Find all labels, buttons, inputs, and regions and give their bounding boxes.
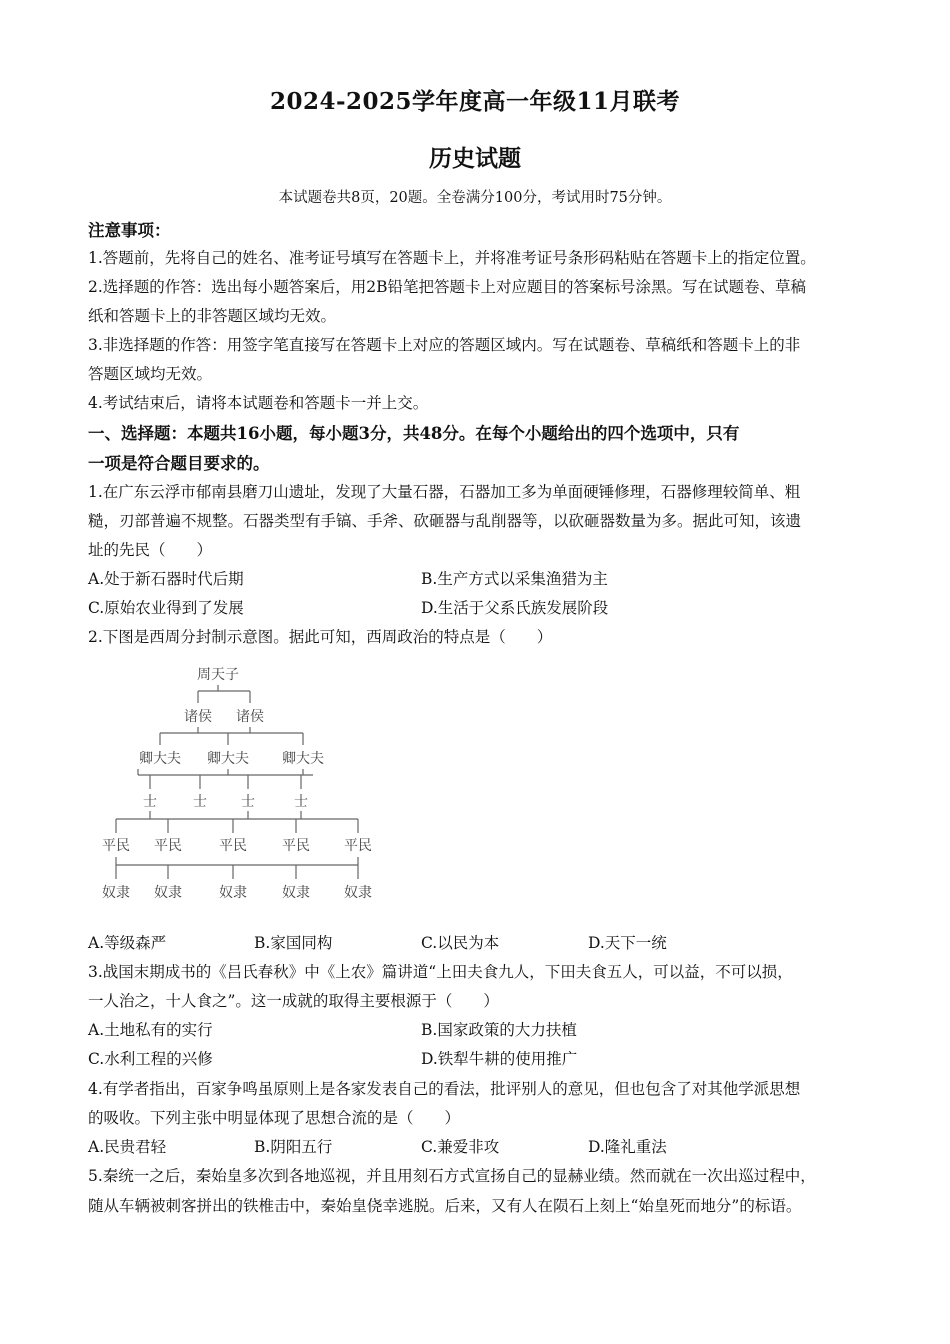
question-2-stem: 2.下图是西周分封制示意图。据此可知，西周政治的特点是（ ） — [88, 628, 553, 646]
diagram-slave: 奴隶 — [282, 885, 310, 901]
diagram-minister: 卿大夫 — [282, 751, 324, 767]
question-1-stem: 糙，刃部普遍不规整。石器类型有手镐、手斧、砍砸器与乱削器等，以砍砸器数量为多。据此可知，该遗 — [88, 512, 802, 530]
question-4-option-c: C.兼爱非攻 — [421, 1138, 500, 1156]
question-1-option-c: C.原始农业得到了发展 — [88, 599, 244, 617]
notice-line: 答题区域均无效。 — [88, 365, 213, 383]
diagram-minister: 卿大夫 — [207, 751, 249, 767]
fengjian-hierarchy-diagram — [88, 655, 388, 905]
diagram-shi: 士 — [294, 794, 308, 810]
diagram-lord: 诸侯 — [184, 709, 212, 725]
question-1-option-d: D.生活于父系氏族发展阶段 — [421, 599, 609, 617]
question-5-stem: 随从车辆被刺客拼出的铁椎击中，秦始皇侥幸逃脱。后来，又有人在陨石上刻上“始皇死而地分”的标语。 — [88, 1197, 802, 1215]
question-2-option-c: C.以民为本 — [421, 934, 500, 952]
question-1-option-b: B.生产方式以采集渔猎为主 — [421, 570, 608, 588]
question-3-option-c: C.水利工程的兴修 — [88, 1050, 213, 1068]
question-1-option-a: A.处于新石器时代后期 — [88, 570, 244, 588]
question-2-option-b: B.家国同构 — [254, 934, 333, 952]
diagram-lord: 诸侯 — [236, 709, 264, 725]
question-1-stem: 1.在广东云浮市郁南县磨刀山遗址，发现了大量石器，石器加工多为单面硬锤修理，石器修理较简单、粗 — [88, 483, 801, 501]
notice-line: 1.答题前，先将自己的姓名、准考证号填写在答题卡上，并将准考证号条形码粘贴在答题卡上的指定位置。 — [88, 249, 816, 267]
diagram-slave: 奴隶 — [154, 885, 182, 901]
notice-line: 3.非选择题的作答：用签字笔直接写在答题卡上对应的答题区域内。写在试题卷、草稿纸和答题卡上的非 — [88, 336, 801, 354]
question-4-option-a: A.民贵君轻 — [88, 1138, 167, 1156]
notice-line: 4.考试结束后，请将本试题卷和答题卡一并上交。 — [88, 394, 429, 412]
notice-line: 2.选择题的作答：选出每小题答案后，用2B铅笔把答题卡上对应题目的答案标号涂黑。写在试题卷、草稿 — [88, 278, 807, 296]
diagram-shi: 士 — [193, 794, 207, 810]
question-3-option-a: A.土地私有的实行 — [88, 1021, 213, 1039]
question-3-stem: 3.战国末期成书的《吕氏春秋》中《上农》篇讲道“上田夫食九人，下田夫食五人，可以益，不可以损， — [88, 963, 793, 981]
diagram-commoner: 平民 — [344, 838, 372, 854]
exam-title: 2024-2025学年度高一年级11月联考 — [269, 88, 681, 115]
diagram-slave: 奴隶 — [219, 885, 247, 901]
diagram-slave: 奴隶 — [102, 885, 130, 901]
diagram-king: 周天子 — [197, 667, 239, 683]
question-5-stem: 5.秦统一之后，秦始皇多次到各地巡视，并且用刻石方式宣扬自己的显赫业绩。然而就在一次出巡过程中， — [88, 1167, 816, 1185]
diagram-commoner: 平民 — [282, 838, 310, 854]
section-heading: 一、选择题：本题共16小题，每小题3分，共48分。在每个小题给出的四个选项中，只有 — [88, 424, 740, 443]
question-2-option-d: D.天下一统 — [588, 934, 667, 952]
question-4-option-b: B.阴阳五行 — [254, 1138, 333, 1156]
question-3-option-b: B.国家政策的大力扶植 — [421, 1021, 577, 1039]
exam-info: 本试题卷共8页，20题。全卷满分100分，考试用时75分钟。 — [278, 190, 672, 206]
question-3-option-d: D.铁犁牛耕的使用推广 — [421, 1050, 578, 1068]
question-4-stem: 4.有学者指出，百家争鸣虽原则上是各家发表自己的看法，批评别人的意见，但也包含了对其他学派思想 — [88, 1080, 801, 1098]
subject-title: 历史试题 — [429, 145, 521, 172]
question-4-option-d: D.隆礼重法 — [588, 1138, 667, 1156]
diagram-shi: 士 — [143, 794, 157, 810]
question-2-option-a: A.等级森严 — [88, 934, 167, 952]
diagram-commoner: 平民 — [102, 838, 130, 854]
diagram-shi: 士 — [241, 794, 255, 810]
diagram-minister: 卿大夫 — [139, 751, 181, 767]
diagram-slave: 奴隶 — [344, 885, 372, 901]
question-3-stem: 一人治之，十人食之”。这一成就的取得主要根源于（ ） — [88, 992, 499, 1010]
question-1-stem: 址的先民（ ） — [88, 541, 213, 559]
diagram-commoner: 平民 — [219, 838, 247, 854]
diagram-commoner: 平民 — [154, 838, 182, 854]
notice-heading: 注意事项： — [88, 221, 171, 240]
notice-line: 纸和答题卡上的非答题区域均无效。 — [88, 307, 337, 325]
question-4-stem: 的吸收。下列主张中明显体现了思想合流的是（ ） — [88, 1109, 461, 1127]
section-heading: 一项是符合题目要求的。 — [88, 454, 270, 473]
